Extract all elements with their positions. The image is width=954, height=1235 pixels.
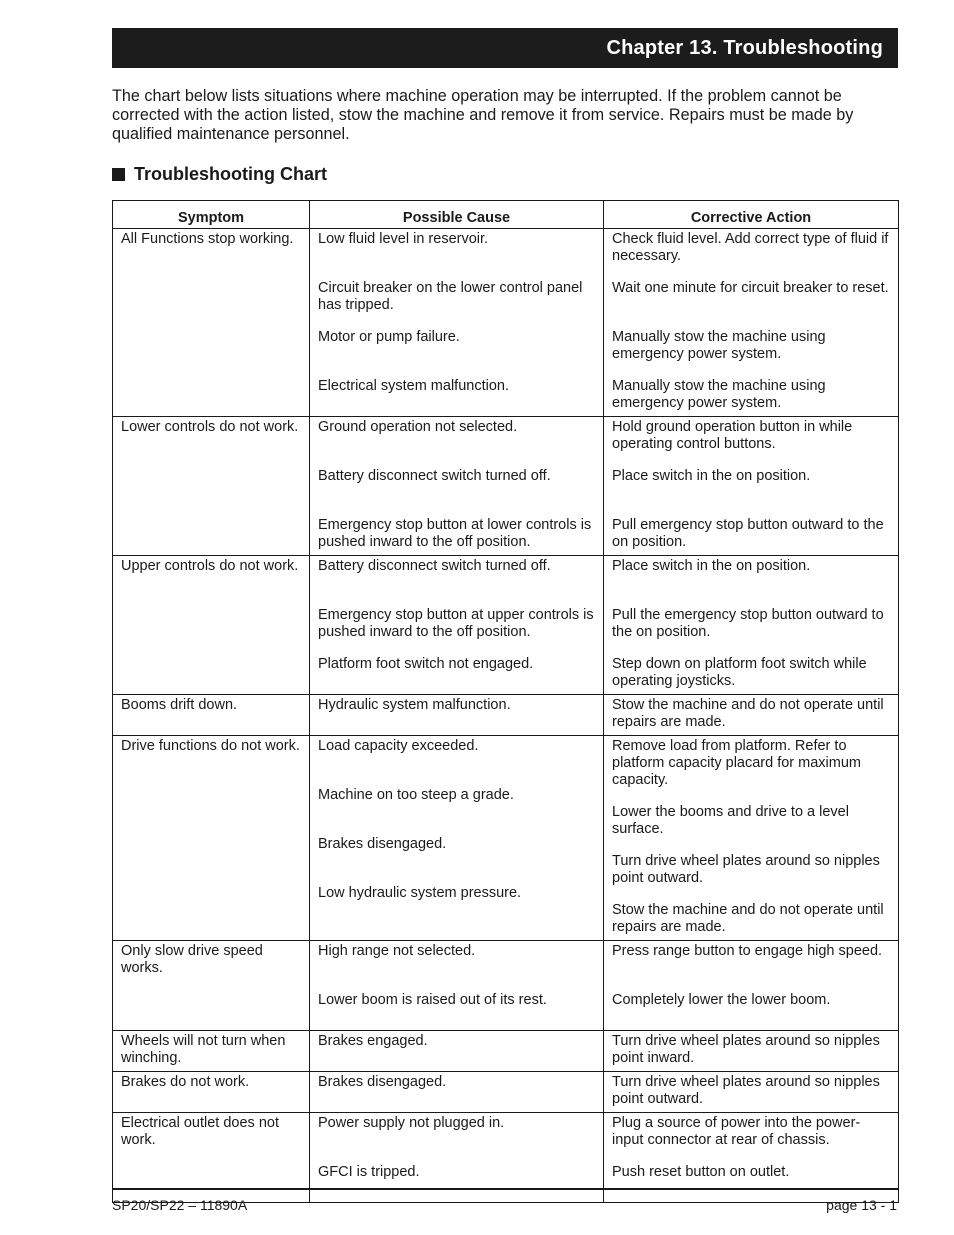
cause-item: Brakes engaged. <box>318 1033 428 1049</box>
action-item: Stow the machine and do not operate until repairs are made. <box>612 697 884 730</box>
action-item: Stow the machine and do not operate until repairs are made. <box>612 902 884 935</box>
corrective-action-cell <box>604 1072 899 1113</box>
action-item: Place switch in the on position. <box>612 468 811 484</box>
header-corrective-action: Corrective Action <box>604 201 899 229</box>
action-item: Manually stow the machine using emergency power system. <box>612 378 826 411</box>
action-item: Check fluid level. Add correct type of fluid if necessary. <box>612 231 889 264</box>
cause-item: Circuit breaker on the lower control panel has tripped. <box>318 280 583 313</box>
chapter-title: Chapter 13. Troubleshooting <box>606 36 883 59</box>
possible-cause-cell <box>310 941 604 1031</box>
action-item: Completely lower the lower boom. <box>612 992 831 1008</box>
symptom-cell: Drive functions do not work. <box>113 736 310 941</box>
section-heading <box>112 164 327 185</box>
possible-cause-cell <box>310 736 604 941</box>
table-row <box>113 1031 899 1072</box>
action-item: Wait one minute for circuit breaker to reset. <box>612 280 889 296</box>
cause-item: Power supply not plugged in. <box>318 1115 505 1131</box>
symptom-cell: Wheels will not turn when winching. <box>113 1031 310 1072</box>
cause-item: Electrical system malfunction. <box>318 378 509 394</box>
intro-paragraph: The chart below lists situations where machine operation may be interrupted. If the problem cannot be corrected with the action listed, stow the machine and remove it from service. Repairs must be made by qualified maintenance personnel. <box>112 87 854 143</box>
table-row <box>113 229 899 417</box>
chapter-header-bar <box>112 28 898 68</box>
action-item: Lower the booms and drive to a level surface. <box>612 804 849 837</box>
action-item: Turn drive wheel plates around so nipples point inward. <box>612 1033 880 1066</box>
corrective-action-cell <box>604 695 899 736</box>
corrective-action-cell <box>604 556 899 695</box>
corrective-action-cell <box>604 736 899 941</box>
possible-cause-cell <box>310 417 604 556</box>
symptom-cell: Lower controls do not work. <box>113 417 310 556</box>
corrective-action-cell <box>604 417 899 556</box>
cause-item: Battery disconnect switch turned off. <box>318 468 551 484</box>
cause-item: GFCI is tripped. <box>318 1164 420 1180</box>
cause-item: Ground operation not selected. <box>318 419 518 435</box>
possible-cause-cell <box>310 1031 604 1072</box>
symptom-cell: All Functions stop working. <box>113 229 310 417</box>
cause-item: Platform foot switch not engaged. <box>318 656 534 672</box>
symptom-cell: Brakes do not work. <box>113 1072 310 1113</box>
table-row <box>113 736 899 941</box>
table-row <box>113 1072 899 1113</box>
corrective-action-cell <box>604 229 899 417</box>
footer-page-number: page 13 - 1 <box>826 1197 897 1213</box>
table-body <box>113 229 899 1203</box>
table-row <box>113 695 899 736</box>
action-item: Pull emergency stop button outward to the on position. <box>612 517 884 550</box>
action-item: Place switch in the on position. <box>612 558 811 574</box>
table-row <box>113 556 899 695</box>
possible-cause-cell <box>310 695 604 736</box>
cause-item: Low fluid level in reservoir. <box>318 231 489 247</box>
possible-cause-cell <box>310 556 604 695</box>
cause-item: Lower boom is raised out of its rest. <box>318 992 547 1008</box>
action-item: Pull the emergency stop button outward to the on position. <box>612 607 884 640</box>
symptom-cell: Only slow drive speed works. <box>113 941 310 1031</box>
cause-item: Load capacity exceeded. <box>318 738 479 754</box>
corrective-action-cell <box>604 1031 899 1072</box>
action-item: Manually stow the machine using emergency power system. <box>612 329 826 362</box>
section-title: Troubleshooting Chart <box>134 164 327 184</box>
troubleshooting-table <box>112 200 899 1203</box>
action-item: Remove load from platform. Refer to platform capacity placard for maximum capacity. <box>612 738 861 788</box>
cause-item: Battery disconnect switch turned off. <box>318 558 551 574</box>
possible-cause-cell <box>310 1072 604 1113</box>
action-item: Plug a source of power into the power-input connector at rear of chassis. <box>612 1115 861 1148</box>
cause-item: Motor or pump failure. <box>318 329 460 345</box>
table-row <box>113 417 899 556</box>
cause-item: Brakes disengaged. <box>318 1074 447 1090</box>
header-possible-cause: Possible Cause <box>310 201 604 229</box>
action-item: Step down on platform foot switch while operating joysticks. <box>612 656 867 689</box>
symptom-cell: Electrical outlet does not work. <box>113 1113 310 1203</box>
table-row <box>113 941 899 1031</box>
cause-item: Low hydraulic system pressure. <box>318 885 522 901</box>
cause-item: Hydraulic system malfunction. <box>318 697 511 713</box>
cause-item: Emergency stop button at lower controls is pushed inward to the off position. <box>318 517 592 550</box>
action-item: Hold ground operation button in while operating control buttons. <box>612 419 853 452</box>
footer-model: SP20/SP22 – 11890A <box>112 1197 248 1213</box>
symptom-cell: Booms drift down. <box>113 695 310 736</box>
cause-item: Brakes disengaged. <box>318 836 447 852</box>
header-symptom: Symptom <box>113 201 310 229</box>
possible-cause-cell <box>310 229 604 417</box>
cause-item: Machine on too steep a grade. <box>318 787 514 803</box>
symptom-cell: Upper controls do not work. <box>113 556 310 695</box>
footer-rule <box>112 1188 898 1190</box>
square-bullet-icon <box>112 168 125 181</box>
action-item: Press range button to engage high speed. <box>612 943 883 959</box>
cause-item: Emergency stop button at upper controls is pushed inward to the off position. <box>318 607 594 640</box>
action-item: Push reset button on outlet. <box>612 1164 790 1180</box>
action-item: Turn drive wheel plates around so nipples point outward. <box>612 853 880 886</box>
cause-item: High range not selected. <box>318 943 476 959</box>
table-header-row <box>113 201 899 229</box>
action-item: Turn drive wheel plates around so nipples point outward. <box>612 1074 880 1107</box>
corrective-action-cell <box>604 941 899 1031</box>
